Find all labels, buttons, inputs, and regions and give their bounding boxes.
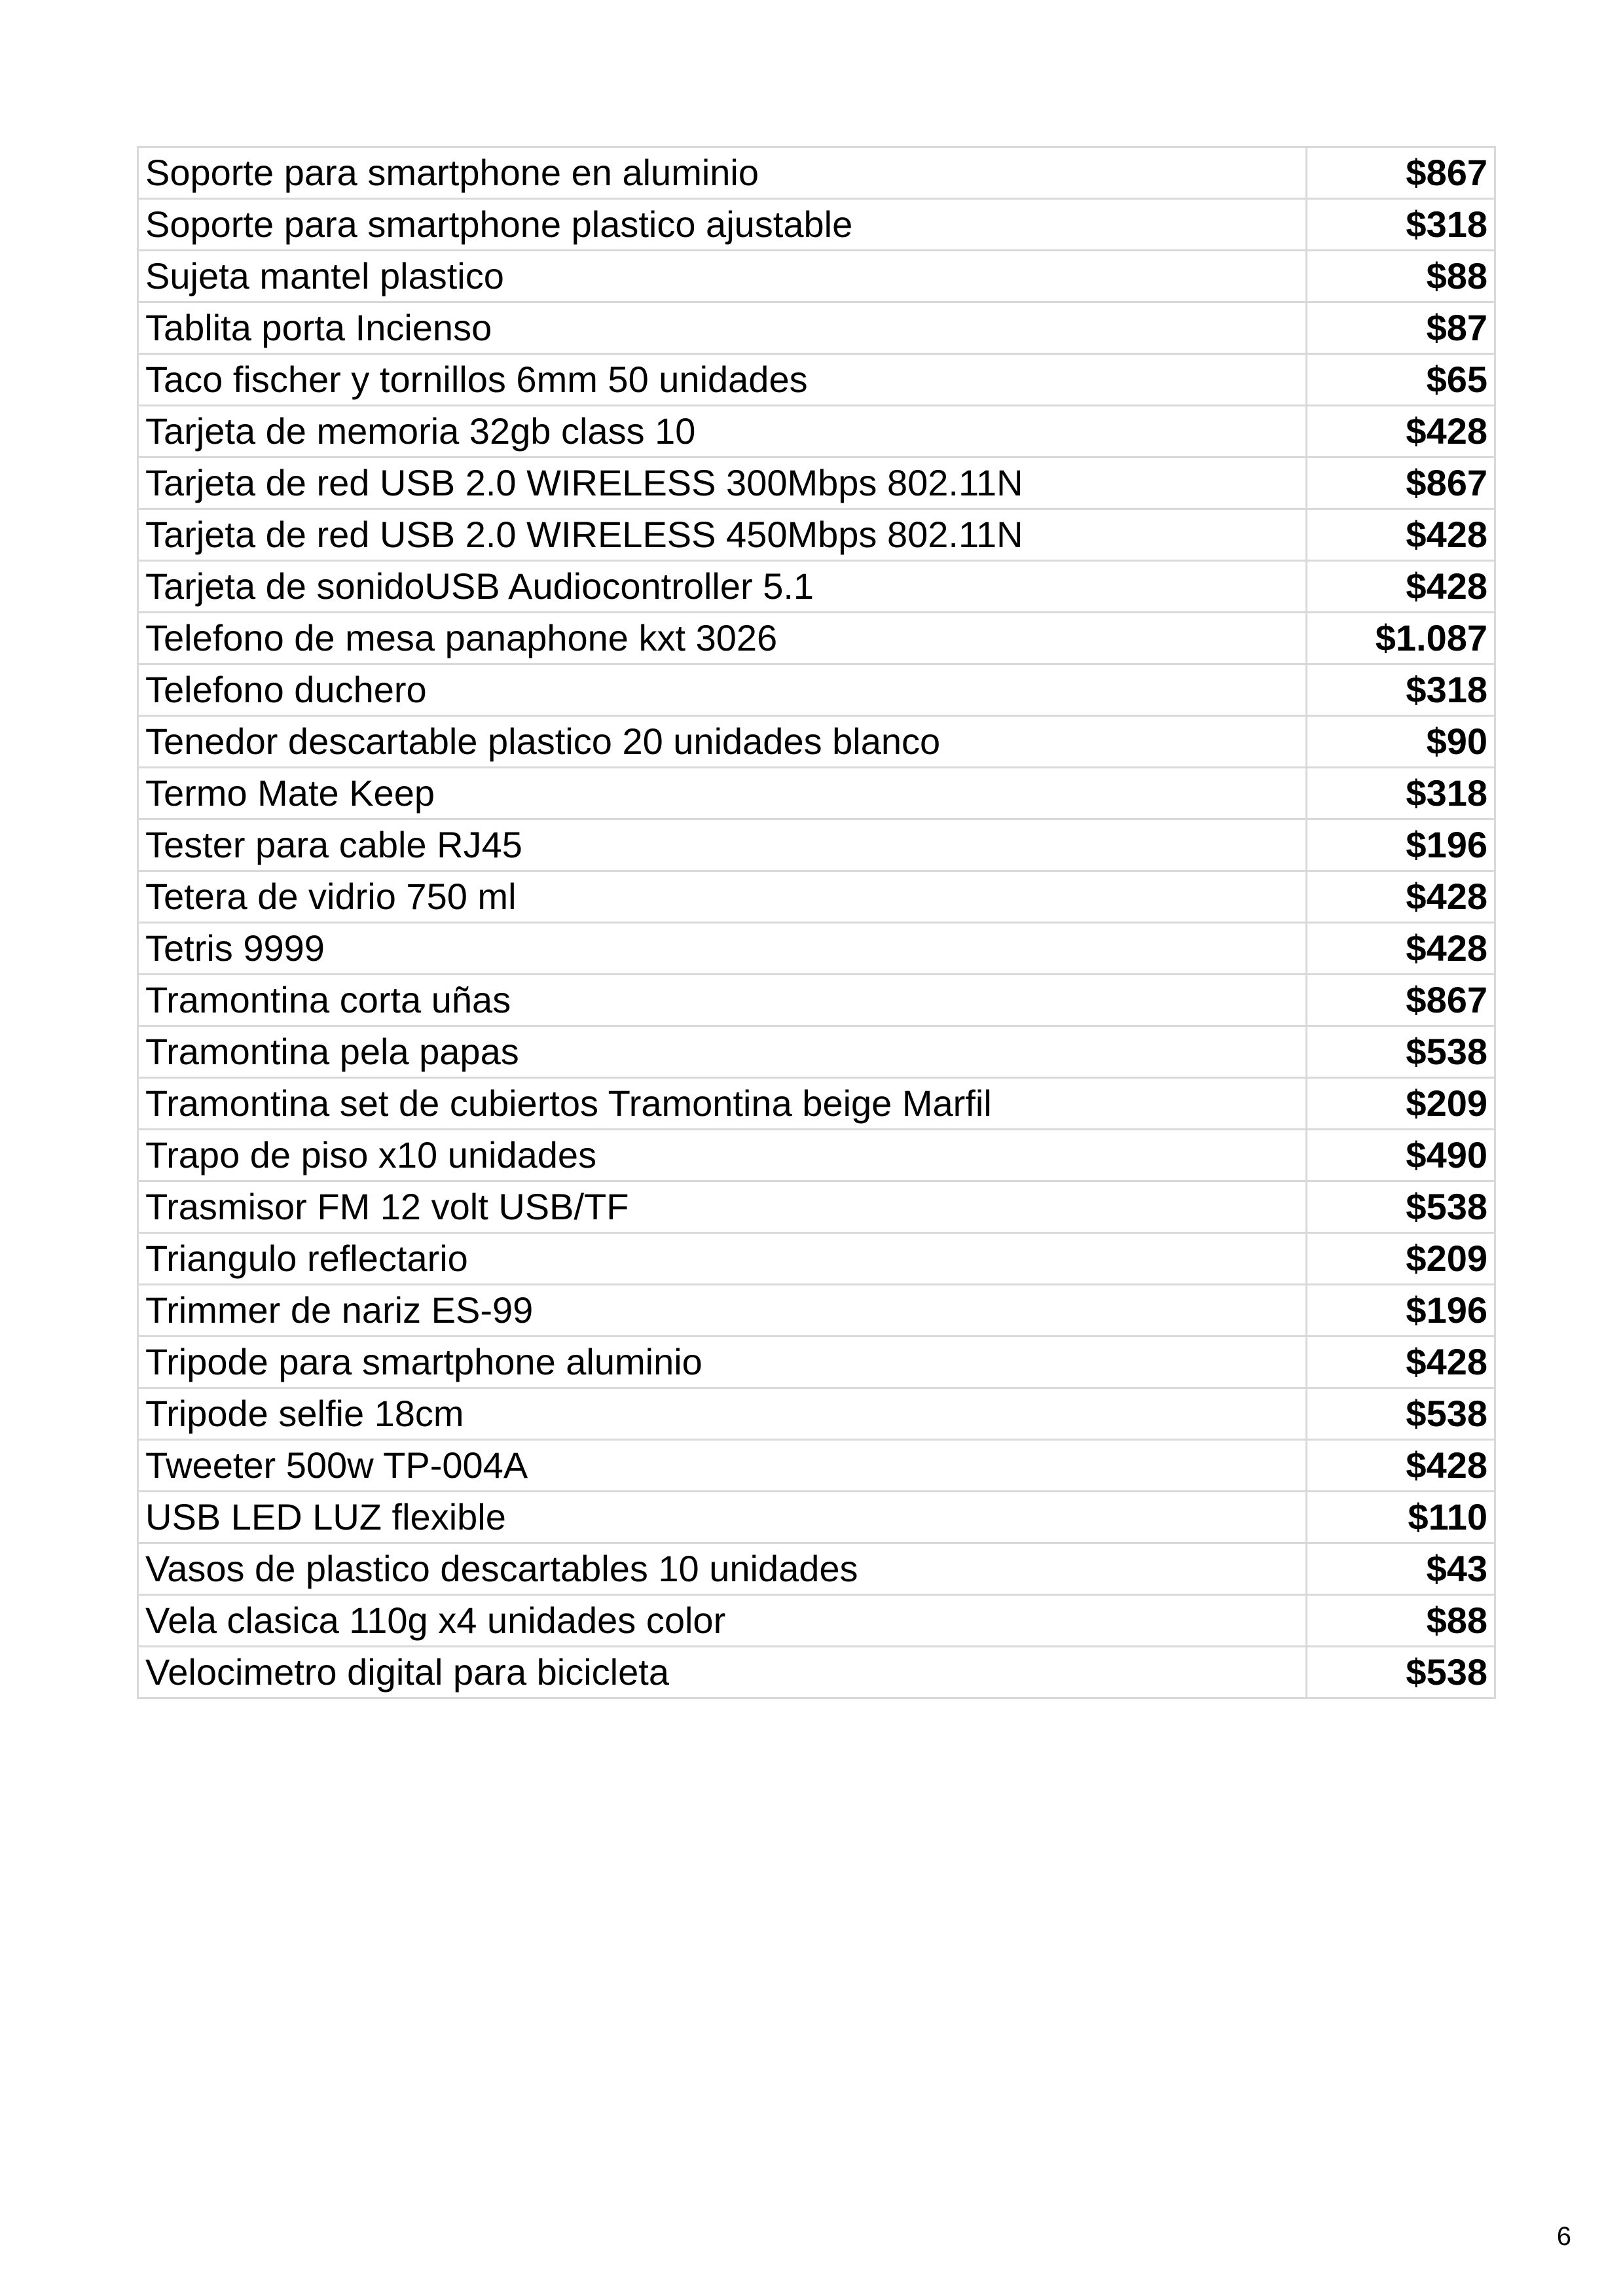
table-row xyxy=(138,561,1495,613)
price-list-body xyxy=(138,147,1495,1698)
table-row xyxy=(138,1078,1495,1130)
product-price: $428 xyxy=(1307,406,1495,457)
table-row xyxy=(138,1233,1495,1285)
product-price: $1.087 xyxy=(1307,613,1495,664)
product-price: $490 xyxy=(1307,1130,1495,1181)
table-row xyxy=(138,406,1495,457)
table-row xyxy=(138,1336,1495,1388)
product-price: $538 xyxy=(1307,1026,1495,1078)
table-row xyxy=(138,199,1495,251)
product-price: $538 xyxy=(1307,1181,1495,1233)
product-price: $318 xyxy=(1307,199,1495,251)
product-description: Tarjeta de red USB 2.0 WIRELESS 300Mbps 802.11N xyxy=(138,457,1307,509)
product-description: Trimmer de nariz ES-99 xyxy=(138,1285,1307,1336)
page-number: 6 xyxy=(1556,2222,1571,2251)
table-row xyxy=(138,975,1495,1026)
product-description: Tramontina set de cubiertos Tramontina beige Marfil xyxy=(138,1078,1307,1130)
table-row xyxy=(138,251,1495,302)
product-price: $43 xyxy=(1307,1543,1495,1595)
table-row xyxy=(138,1492,1495,1543)
product-description: Sujeta mantel plastico xyxy=(138,251,1307,302)
product-description: Tester para cable RJ45 xyxy=(138,819,1307,871)
product-description: Trapo de piso x10 unidades xyxy=(138,1130,1307,1181)
product-price: $318 xyxy=(1307,768,1495,819)
table-row xyxy=(138,613,1495,664)
product-description: Tweeter 500w TP-004A xyxy=(138,1440,1307,1492)
table-row xyxy=(138,768,1495,819)
table-row xyxy=(138,147,1495,199)
product-description: Tenedor descartable plastico 20 unidades blanco xyxy=(138,716,1307,768)
product-description: Tripode selfie 18cm xyxy=(138,1388,1307,1440)
table-row xyxy=(138,1440,1495,1492)
table-row xyxy=(138,354,1495,406)
product-price: $538 xyxy=(1307,1388,1495,1440)
product-price: $209 xyxy=(1307,1078,1495,1130)
product-description: Tarjeta de memoria 32gb class 10 xyxy=(138,406,1307,457)
table-row xyxy=(138,1388,1495,1440)
product-description: Tetera de vidrio 750 ml xyxy=(138,871,1307,923)
table-row xyxy=(138,664,1495,716)
table-row xyxy=(138,457,1495,509)
product-price: $867 xyxy=(1307,457,1495,509)
table-row xyxy=(138,1285,1495,1336)
product-description: Telefono de mesa panaphone kxt 3026 xyxy=(138,613,1307,664)
product-description: Telefono duchero xyxy=(138,664,1307,716)
product-price: $88 xyxy=(1307,1595,1495,1647)
product-price: $428 xyxy=(1307,1336,1495,1388)
product-description: Tetris 9999 xyxy=(138,923,1307,975)
product-price: $196 xyxy=(1307,1285,1495,1336)
table-row xyxy=(138,302,1495,354)
table-row xyxy=(138,716,1495,768)
product-price: $428 xyxy=(1307,1440,1495,1492)
table-row xyxy=(138,1543,1495,1595)
product-price: $87 xyxy=(1307,302,1495,354)
product-description: Termo Mate Keep xyxy=(138,768,1307,819)
product-description: Taco fischer y tornillos 6mm 50 unidades xyxy=(138,354,1307,406)
product-description: USB LED LUZ flexible xyxy=(138,1492,1307,1543)
product-price: $538 xyxy=(1307,1647,1495,1698)
table-row xyxy=(138,509,1495,561)
product-price: $209 xyxy=(1307,1233,1495,1285)
product-price: $428 xyxy=(1307,561,1495,613)
product-description: Vasos de plastico descartables 10 unidades xyxy=(138,1543,1307,1595)
product-description: Tarjeta de red USB 2.0 WIRELESS 450Mbps 802.11N xyxy=(138,509,1307,561)
product-price: $428 xyxy=(1307,509,1495,561)
product-description: Tablita porta Incienso xyxy=(138,302,1307,354)
price-list-table xyxy=(137,146,1496,1699)
product-description: Vela clasica 110g x4 unidades color xyxy=(138,1595,1307,1647)
product-description: Velocimetro digital para bicicleta xyxy=(138,1647,1307,1698)
product-price: $867 xyxy=(1307,975,1495,1026)
product-price: $90 xyxy=(1307,716,1495,768)
product-description: Tarjeta de sonidoUSB Audiocontroller 5.1 xyxy=(138,561,1307,613)
product-price: $110 xyxy=(1307,1492,1495,1543)
product-description: Triangulo reflectario xyxy=(138,1233,1307,1285)
product-price: $318 xyxy=(1307,664,1495,716)
product-price: $65 xyxy=(1307,354,1495,406)
product-description: Tramontina corta uñas xyxy=(138,975,1307,1026)
table-row xyxy=(138,1595,1495,1647)
table-row xyxy=(138,1026,1495,1078)
table-row xyxy=(138,1181,1495,1233)
product-price: $428 xyxy=(1307,923,1495,975)
product-description: Trasmisor FM 12 volt USB/TF xyxy=(138,1181,1307,1233)
product-price: $867 xyxy=(1307,147,1495,199)
product-description: Tripode para smartphone aluminio xyxy=(138,1336,1307,1388)
product-price: $196 xyxy=(1307,819,1495,871)
product-price: $428 xyxy=(1307,871,1495,923)
product-description: Soporte para smartphone en aluminio xyxy=(138,147,1307,199)
product-description: Tramontina pela papas xyxy=(138,1026,1307,1078)
table-row xyxy=(138,819,1495,871)
table-row xyxy=(138,923,1495,975)
table-row xyxy=(138,871,1495,923)
table-row xyxy=(138,1130,1495,1181)
table-row xyxy=(138,1647,1495,1698)
product-description: Soporte para smartphone plastico ajustable xyxy=(138,199,1307,251)
product-price: $88 xyxy=(1307,251,1495,302)
